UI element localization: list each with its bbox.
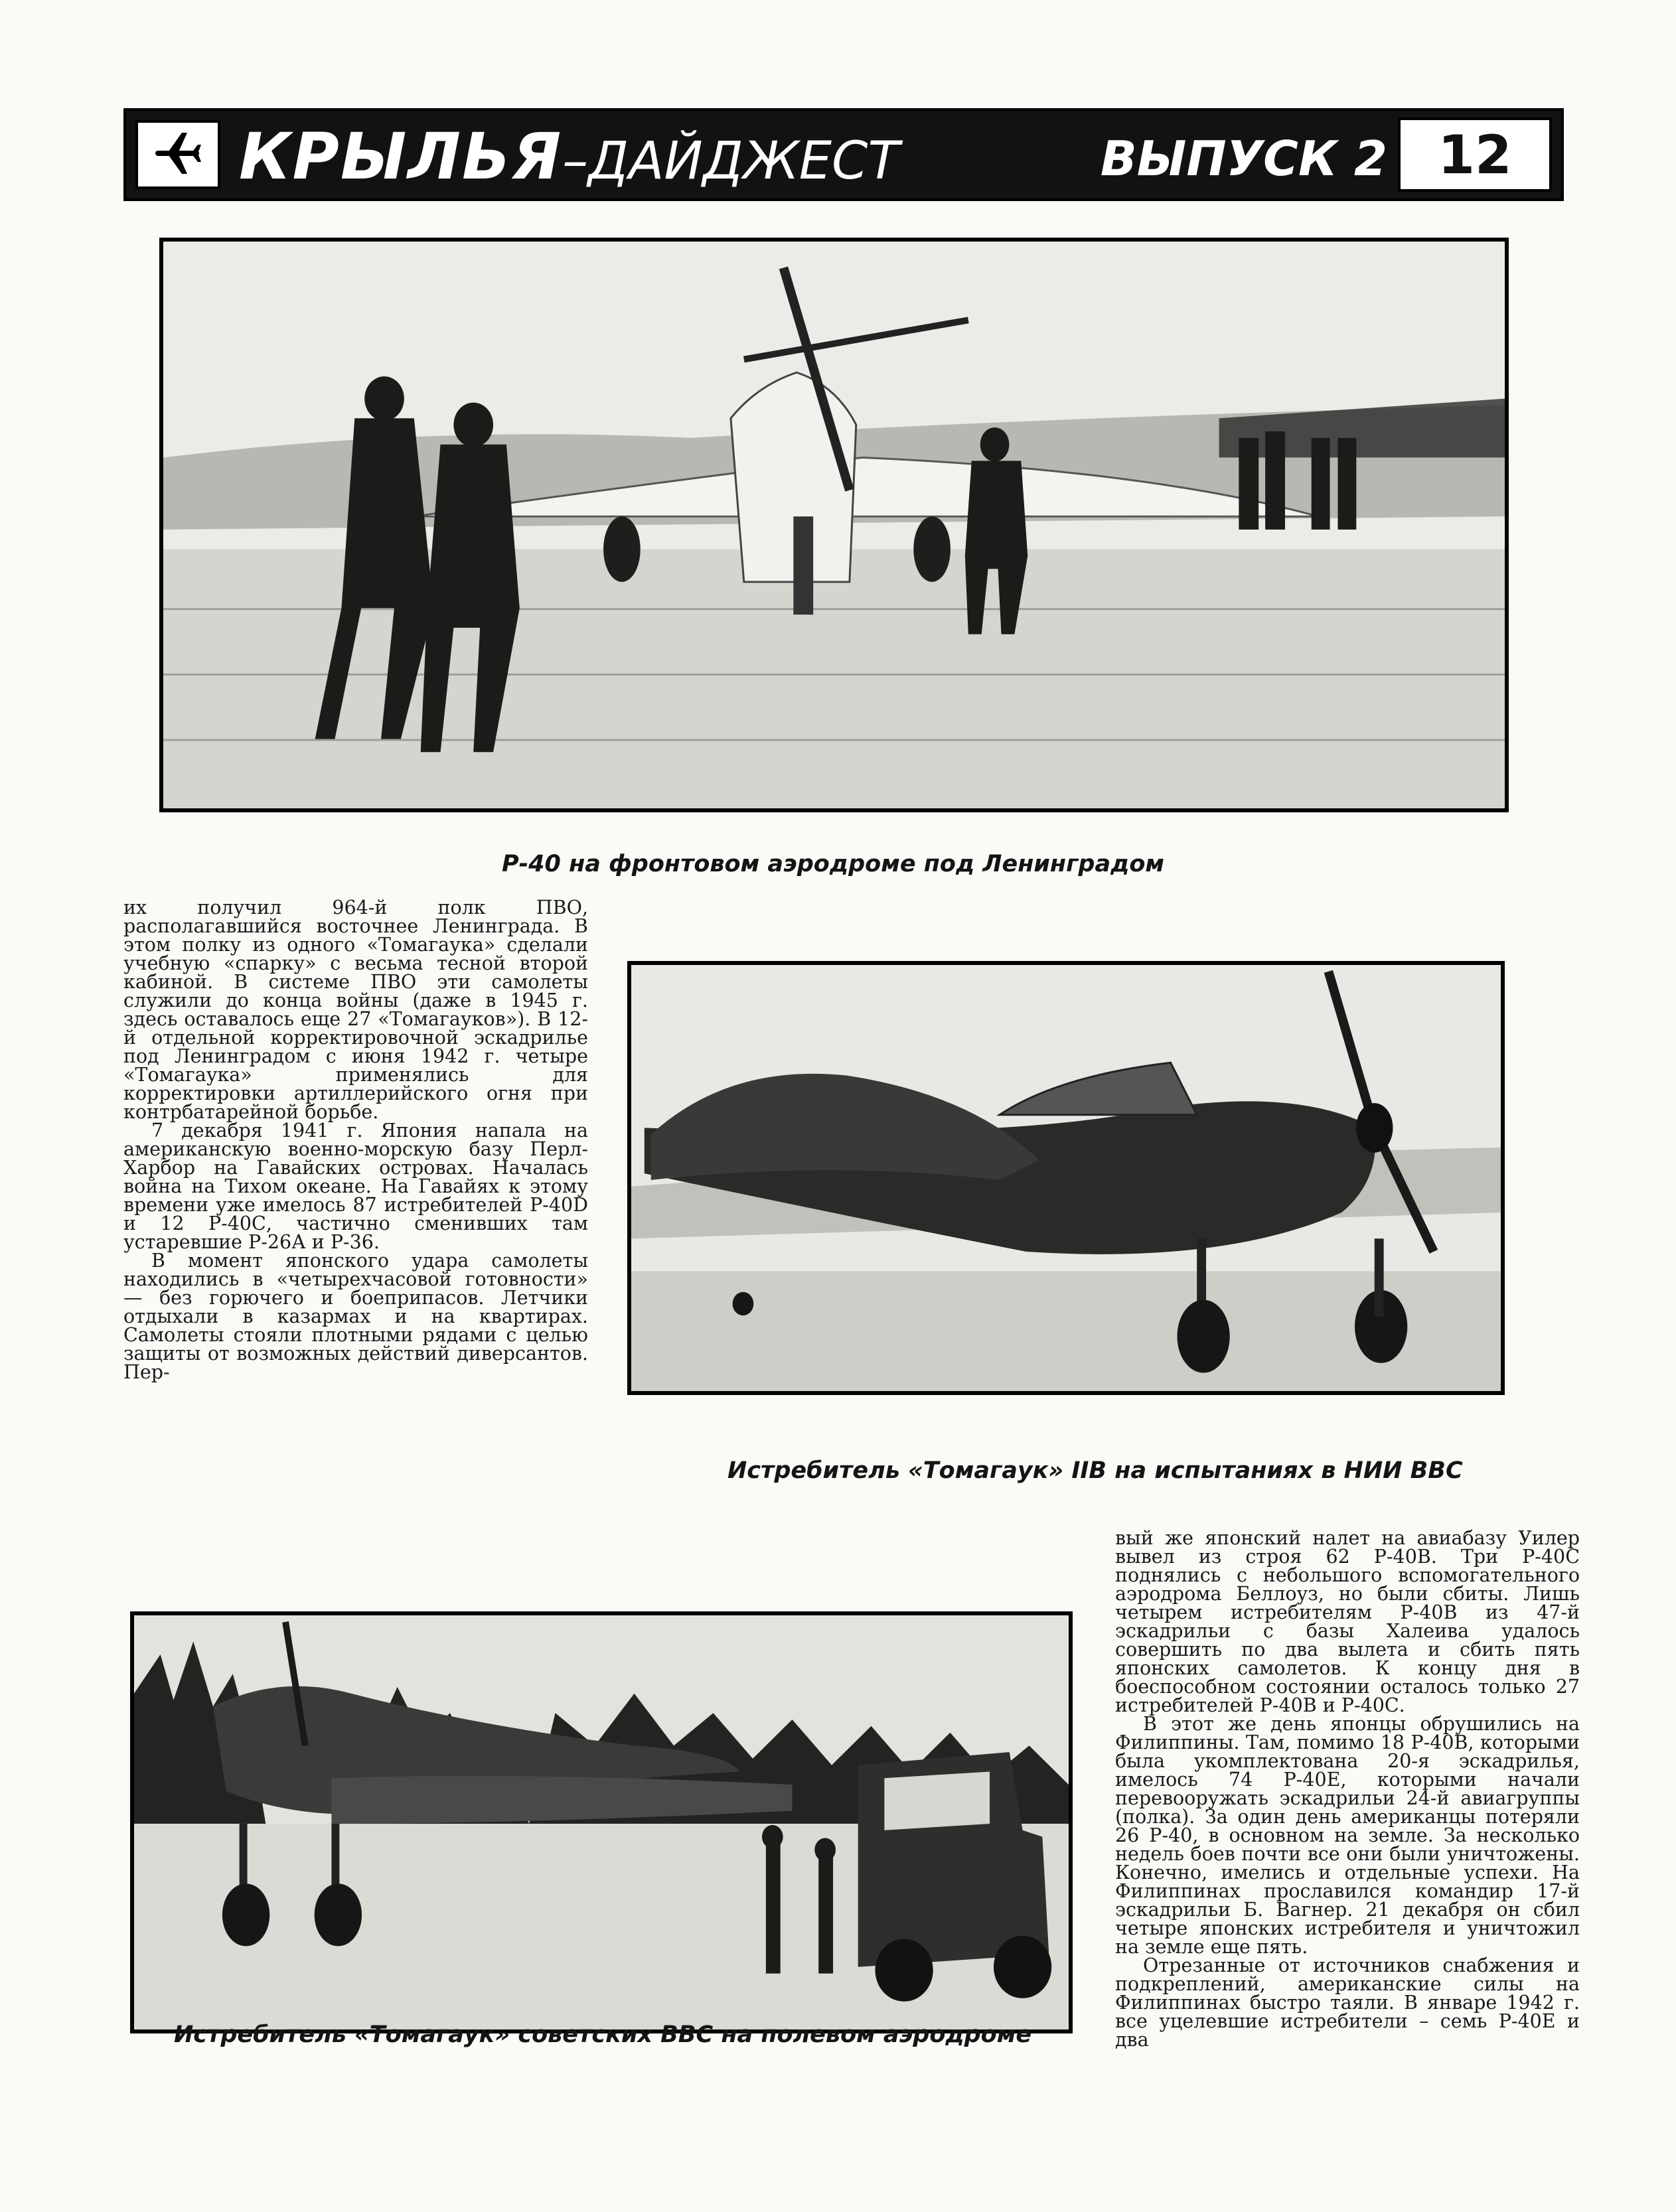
caption-photo-3: Истребитель «Томагаук» советских ВВС на полевом аэродроме (174, 2022, 1032, 2048)
paragraph: вый же японский налет на авиабазу Уилер вывел из строя 62 Р-40В. Три Р-40С поднялись с небольшого вспомогательного аэродрома Беллоуз, но были сбиты. Лишь четырем истребителям Р-40В из 47-й эскадрильи с базы Халеива удалось совершить по два вылета и сбить пять японских самолетов. К концу дня в боеспособном состоянии осталось только 27 истребителей Р-40В и Р-40С. (1115, 1527, 1580, 1716)
caption-photo-2: Истребитель «Томагаук» IIB на испытаниях в НИИ ВВС (727, 1457, 1463, 1484)
paragraph: В этот же день японцы обрушились на Филиппины. Там, помимо 18 Р-40В, которыми была укомплектована 20-я эскадрилья, имелось 74 Р-40Е, которыми начали перевооружать эскадрильи 24-й авиагруппы (полка). За один день американцы потеряли 26 Р-40, в основном на земле. За несколько недель боев почти все они были уничтожены. Конечно, имелись и отдельные успехи. На Филиппинах прославился командир 17-й эскадрильи Б. Вагнер. 21 декабря он сбил четыре японских истребителя и уничтожил на земле еще пять. (1115, 1713, 1580, 1958)
photo-tomahawk-iib (627, 961, 1505, 1395)
brand-bold: КРЫЛЬЯ (239, 119, 563, 194)
article-column-right (1115, 1529, 1580, 2053)
paragraph: В момент японского удара самолеты находились в «четырехчасовой готовности» — без горючего и боеприпасов. Летчики отдыхали в казармах и на квартирах. Самолеты стояли плотными рядами с целью защиты от возможных действий диверсантов. Пер- (123, 1250, 588, 1383)
magazine-title (239, 113, 899, 200)
paragraph: Отрезанные от источников снабжения и подкреплений, американские силы на Филиппинах быстро таяли. В январе 1942 г. все уцелевшие истребители – семь Р-40Е и два (1115, 1954, 1580, 2051)
issue-label: ВЫПУСК 2 (1100, 131, 1387, 186)
caption-photo-1: Р-40 на фронтовом аэродроме под Ленинградом (502, 851, 1164, 877)
paragraph: 7 декабря 1941 г. Япония напала на американскую военно-морскую базу Перл-Харбор на Гавайских островах. Началась война на Тихом океане. На Гавайях к этому времени уже имелось 87 истребителей Р-40D и 12 Р-40С, частично сменивших там устаревшие Р-26А и Р-36. (123, 1120, 588, 1253)
article-column-left (123, 899, 588, 1423)
photo-tomahawk-soviet (130, 1611, 1073, 2033)
masthead (123, 108, 1564, 201)
brand-rest: –ДАЙДЖЕСТ (562, 131, 900, 191)
paragraph: их получил 964-й полк ПВО, располагавшийся восточнее Ленинграда. В этом полку из одного «Томагаука» сделали учебную «спарку» с весьма тесной второй кабиной. В системе ПВО эти самолеты служили до конца войны (даже в 1945 г. здесь оставалось еще 27 «Томагауков»). В 12-й отдельной корректировочной эскадрилье под Ленинградом с июня 1942 г. четыре «Томагаука» применялись для корректировки артиллерийского огня при контрбатарейной борьбе. (123, 897, 588, 1123)
photo-p40-leningrad (159, 238, 1509, 812)
logo (135, 120, 220, 189)
airplane-icon (151, 130, 204, 179)
page-number: 12 (1398, 117, 1552, 192)
